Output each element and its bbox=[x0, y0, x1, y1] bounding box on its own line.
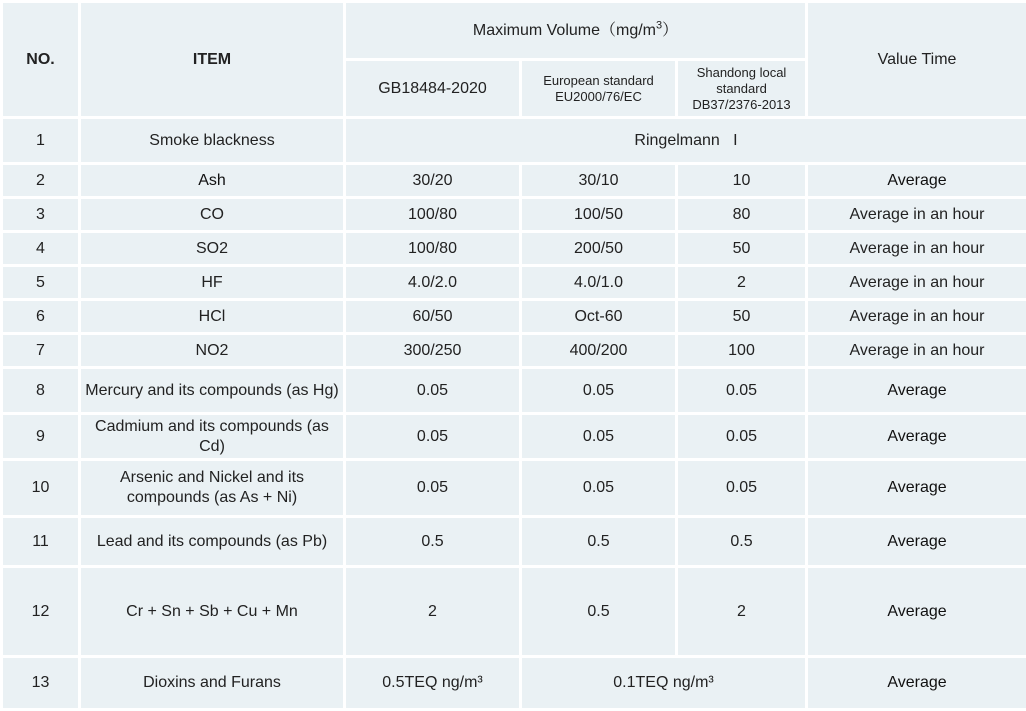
row-item: HCl bbox=[80, 300, 345, 334]
row-time: Average bbox=[807, 517, 1026, 567]
row-item: Lead and its compounds (as Pb) bbox=[80, 517, 345, 567]
row-gb: 30/20 bbox=[345, 164, 521, 198]
row-item: Cadmium and its compounds (as Cd) bbox=[80, 414, 345, 460]
row-item: Mercury and its compounds (as Hg) bbox=[80, 368, 345, 414]
row-no: 6 bbox=[2, 300, 80, 334]
row-time: Average in an hour bbox=[807, 232, 1026, 266]
header-value-time: Value Time bbox=[807, 2, 1026, 118]
row-no: 5 bbox=[2, 266, 80, 300]
row-no: 4 bbox=[2, 232, 80, 266]
header-std-sd-line2: standard bbox=[716, 81, 767, 96]
row-sd: 0.05 bbox=[677, 460, 807, 517]
row-sd: 100 bbox=[677, 334, 807, 368]
row-gb: 4.0/2.0 bbox=[345, 266, 521, 300]
row-time: Average bbox=[807, 414, 1026, 460]
row-time: Average in an hour bbox=[807, 300, 1026, 334]
row-eu: 0.5 bbox=[521, 567, 677, 657]
table-row bbox=[2, 232, 1026, 266]
row-item: Ash bbox=[80, 164, 345, 198]
row-eu: 4.0/1.0 bbox=[521, 266, 677, 300]
header-std-gb: GB18484-2020 bbox=[345, 60, 521, 118]
row-gb: 300/250 bbox=[345, 334, 521, 368]
table-row bbox=[2, 334, 1026, 368]
row-gb: 0.05 bbox=[345, 414, 521, 460]
row-gb: 0.5 bbox=[345, 517, 521, 567]
table-row bbox=[2, 368, 1026, 414]
table-row bbox=[2, 118, 1026, 164]
row-time: Average in an hour bbox=[807, 266, 1026, 300]
row-gb: 0.05 bbox=[345, 368, 521, 414]
row-gb: 60/50 bbox=[345, 300, 521, 334]
row-sd: 2 bbox=[677, 266, 807, 300]
row-time: Average bbox=[807, 460, 1026, 517]
row-item: Arsenic and Nickel and its compounds (as As + Ni) bbox=[80, 460, 345, 517]
header-std-sd-line3: DB37/2376-2013 bbox=[692, 97, 790, 112]
row-sd: 0.05 bbox=[677, 414, 807, 460]
header-std-eu bbox=[521, 60, 677, 118]
row-eu: 30/10 bbox=[521, 164, 677, 198]
row-time: Average bbox=[807, 657, 1026, 710]
table-row bbox=[2, 414, 1026, 460]
table-row bbox=[2, 460, 1026, 517]
row-sd: 80 bbox=[677, 198, 807, 232]
row-gb: 100/80 bbox=[345, 198, 521, 232]
row-item: HF bbox=[80, 266, 345, 300]
row-no: 11 bbox=[2, 517, 80, 567]
row-item: Smoke blackness bbox=[80, 118, 345, 164]
row-item: Dioxins and Furans bbox=[80, 657, 345, 710]
row-sd: 50 bbox=[677, 232, 807, 266]
row-time: Average in an hour bbox=[807, 198, 1026, 232]
header-max-volume bbox=[345, 2, 807, 60]
row-eu: 0.05 bbox=[521, 368, 677, 414]
header-row-1 bbox=[2, 2, 1026, 60]
row-item: CO bbox=[80, 198, 345, 232]
row-gb: 2 bbox=[345, 567, 521, 657]
row-time: Average in an hour bbox=[807, 334, 1026, 368]
table-row bbox=[2, 300, 1026, 334]
row-merged-value: Ringelmann I bbox=[345, 118, 1026, 164]
row-gb: 0.5TEQ ng/m³ bbox=[345, 657, 521, 710]
row-no: 7 bbox=[2, 334, 80, 368]
row-sd: 2 bbox=[677, 567, 807, 657]
row-eu: 200/50 bbox=[521, 232, 677, 266]
row-gb: 100/80 bbox=[345, 232, 521, 266]
row-sd: 0.05 bbox=[677, 368, 807, 414]
row-eu: 0.5 bbox=[521, 517, 677, 567]
row-sd: 10 bbox=[677, 164, 807, 198]
row-eu: 100/50 bbox=[521, 198, 677, 232]
row-sd: 50 bbox=[677, 300, 807, 334]
header-max-volume-text: Maximum Volume（mg/m bbox=[473, 22, 656, 39]
header-max-volume-sup: 3 bbox=[656, 19, 662, 31]
row-no: 12 bbox=[2, 567, 80, 657]
row-no: 13 bbox=[2, 657, 80, 710]
row-eu: 400/200 bbox=[521, 334, 677, 368]
row-item: Cr + Sn + Sb + Cu + Mn bbox=[80, 567, 345, 657]
row-no: 8 bbox=[2, 368, 80, 414]
row-eu-sd-merged: 0.1TEQ ng/m³ bbox=[521, 657, 807, 710]
row-no: 3 bbox=[2, 198, 80, 232]
table-row bbox=[2, 517, 1026, 567]
row-eu: 0.05 bbox=[521, 460, 677, 517]
row-gb: 0.05 bbox=[345, 460, 521, 517]
row-no: 2 bbox=[2, 164, 80, 198]
header-item: ITEM bbox=[80, 2, 345, 118]
header-no: NO. bbox=[2, 2, 80, 118]
table-row bbox=[2, 266, 1026, 300]
table-row bbox=[2, 657, 1026, 710]
row-eu: 0.05 bbox=[521, 414, 677, 460]
row-no: 9 bbox=[2, 414, 80, 460]
table-row bbox=[2, 198, 1026, 232]
row-sd: 0.5 bbox=[677, 517, 807, 567]
header-std-eu-line1: European standard bbox=[543, 73, 654, 88]
table-row bbox=[2, 164, 1026, 198]
row-eu: Oct-60 bbox=[521, 300, 677, 334]
header-std-sd bbox=[677, 60, 807, 118]
row-time: Average bbox=[807, 164, 1026, 198]
header-std-sd-line1: Shandong local bbox=[697, 65, 787, 80]
table-row bbox=[2, 567, 1026, 657]
header-max-volume-close: ） bbox=[662, 22, 678, 39]
row-time: Average bbox=[807, 368, 1026, 414]
row-no: 1 bbox=[2, 118, 80, 164]
header-std-eu-line2: EU2000/76/EC bbox=[555, 89, 642, 104]
row-item: SO2 bbox=[80, 232, 345, 266]
row-no: 10 bbox=[2, 460, 80, 517]
row-time: Average bbox=[807, 567, 1026, 657]
row-item: NO2 bbox=[80, 334, 345, 368]
